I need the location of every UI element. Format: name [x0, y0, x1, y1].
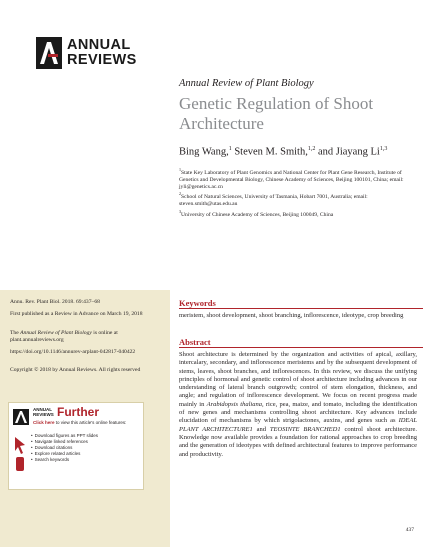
further-brand [33, 407, 54, 417]
abstract-text [179, 351, 417, 459]
click-here-link[interactable]: Click here [33, 420, 55, 425]
affiliation [179, 190, 419, 208]
affiliation-mark: 1 [179, 167, 181, 172]
affiliation-mark: 2 [179, 191, 181, 196]
annual-reviews-logo [36, 37, 156, 73]
abstract-italic: Arabidopsis thaliana [206, 400, 262, 408]
cursor-arrow-icon [13, 433, 27, 473]
abstract-part: control shoot architecture. Knowledge now available provides a foundation for rational approaches to crop breeding and the generation of ideotypes with defined architectural features to improve performance and productivity. [179, 425, 418, 458]
annual-reviews-logo-icon [36, 37, 62, 69]
author-affiliation-mark: 1 [228, 146, 232, 152]
keywords-heading: Keywords [179, 298, 216, 308]
logo-line-2: REVIEWS [67, 52, 137, 68]
further-features-box[interactable] [8, 402, 144, 490]
abstract-part: and [252, 425, 270, 433]
citation: Annu. Rev. Plant Biol. 2018. 69:437–68 [10, 299, 100, 305]
first-published-note: First published as a Review in Advance on March 19, 2018 [10, 311, 143, 317]
abstract-italic: TEOSINTE BRANCHED1 [269, 425, 341, 433]
further-feature-item[interactable]: • Search keywords [31, 457, 98, 463]
affiliation [179, 166, 419, 191]
journal-name: Annual Review of Plant Biology [179, 78, 314, 89]
article-title: Genetic Regulation of Shoot Architecture [179, 94, 374, 133]
affiliation-mark: 3 [179, 209, 181, 214]
author-name: and Jiayang Li [315, 146, 380, 158]
affiliation-text: School of Natural Sciences, University of Tasmania, Hobart 7001, Australia; email: steven.smith@utas.edu.au [179, 193, 368, 207]
further-intro-text: to view this article's online features: [54, 420, 127, 425]
abstract-part: , rice, pea, maize, and tomato, including the identification of new genes and mechanisms controlling shoot architecture. Key advances include elucidation of mechanisms by which strigolactones, auxins, and genes such as [179, 400, 417, 425]
article-info-sidebar [0, 290, 170, 547]
keywords-text: meristem, shoot development, shoot branching, inflorescence, ideotype, crop breeding [179, 312, 404, 319]
page-number: 437 [405, 527, 414, 533]
abstract-part: Shoot architecture is determined by the organization and activities of apical, axillary, intercalary, secondary, and inflorescence meristems and by the subsequent development of stems, leaves, shoot branches, and inflorescences. In this review, we discuss the unifying principles of hormonal and genetic control of shoot architecture including advances in our understanding of lateral branch outgrowth; control of stem elongation, thickness, and angle; and regulation of inflorescence development. We focus on recent progress made mainly in [179, 351, 417, 408]
online-suffix: is online at plant.annualreviews.org [10, 330, 118, 343]
author-name: Steven M. Smith, [231, 146, 308, 158]
copyright-note: Copyright © 2018 by Annual Reviews. All rights reserved [10, 367, 141, 373]
author-name: Bing Wang, [179, 146, 229, 158]
further-heading: Further [57, 405, 99, 419]
doi-link[interactable]: https://doi.org/10.1146/annurev-arplant-042817-040422 [10, 349, 136, 355]
online-journal: Annual Review of Plant Biology [20, 330, 92, 336]
abstract-italic: IDEAL PLANT ARCHITECTURE1 [179, 417, 417, 433]
affiliation-text: University of Chinese Academy of Sciences, Beijing 100049, China [181, 211, 334, 218]
further-feature-list [31, 433, 98, 463]
affiliation-text: State Key Laboratory of Plant Genomics and National Center for Plant Gene Research, Institute of Genetics and Developmental Biology, Chinese Academy of Sciences, Beijing 100101, China; email: jyli@genetics.ac.cn [179, 169, 404, 190]
further-brand-line-2: REVIEWS [33, 412, 54, 417]
abstract-heading: Abstract [179, 337, 211, 347]
online-prefix: The [10, 330, 21, 336]
further-brand-line-1: ANNUAL [33, 407, 52, 412]
further-feature-item[interactable]: • Navigate linked references [31, 439, 98, 445]
abstract-divider [179, 347, 423, 348]
logo-line-1: ANNUAL [67, 37, 131, 53]
further-feature-item[interactable]: • Explore related articles [31, 451, 98, 457]
further-feature-item[interactable]: • Download citations [31, 445, 98, 451]
annual-reviews-small-logo-icon [13, 409, 29, 425]
online-note [10, 330, 162, 344]
logo-wordmark [67, 38, 137, 68]
further-feature-item[interactable]: • Download figures as PPT slides [31, 433, 98, 439]
further-intro [33, 420, 137, 426]
affiliation [179, 208, 419, 219]
author-affiliation-mark: 1,2 [307, 146, 316, 152]
author-list [179, 146, 387, 158]
author-affiliation-mark: 1,3 [379, 146, 388, 152]
keywords-divider [179, 308, 423, 309]
